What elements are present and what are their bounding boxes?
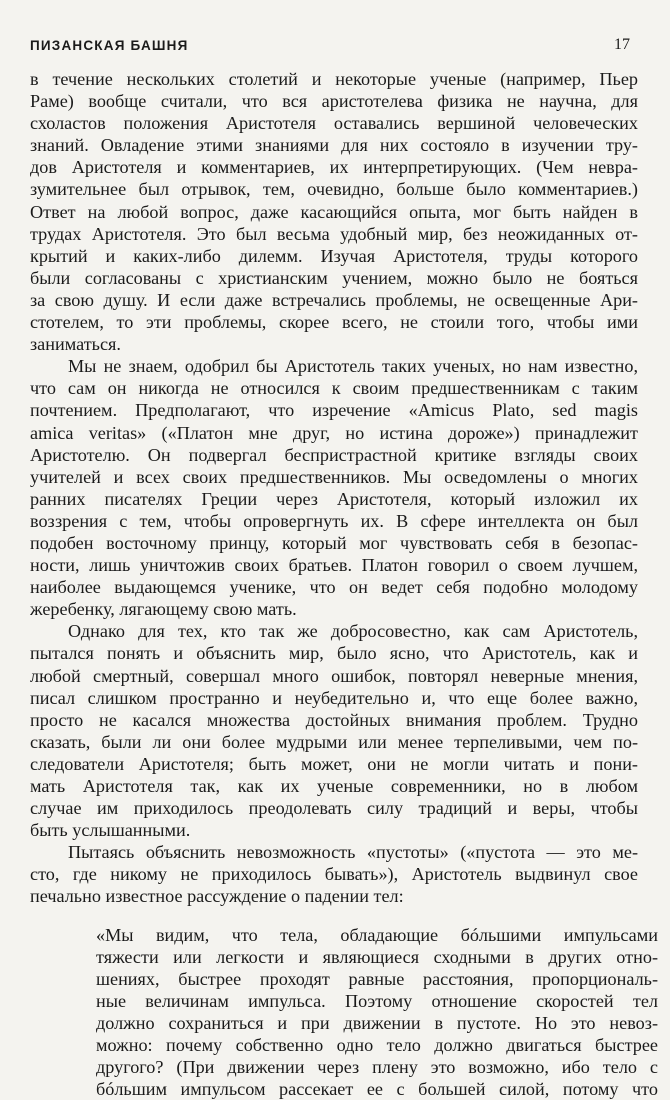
quote-line: должно сохраниться и при движении в пустоте. Но это невоз- (96, 1012, 658, 1033)
quote-line: «Мы видим, что тела, обладающие бóльшими импульсами (96, 924, 658, 945)
text-line: просто не касался множества достойных внимания проблем. Трудно (30, 709, 638, 730)
text-line: дов Аристотеля и комментариев, их интерпретирующих. (Чем невра- (30, 157, 638, 178)
text-line: учителей и всех своих предшественников. Мы осведомлены о многих (30, 466, 638, 487)
text-line: почтением. Предполагают, что изречение «Amicus Plato, sed magis (30, 400, 638, 421)
quote-line: бóльшим импульсом рассекает ее с большей силой, потому что (96, 1079, 658, 1100)
text-line: зумительнее был отрывок, тем, очевидно, больше было комментариев.) (30, 179, 638, 200)
text-line: Аристотелю. Он подвергал беспристрастной критике взгляды своих (30, 444, 638, 465)
quote-line: тяжести или легкости и являющиеся сходными в других отно- (96, 946, 658, 967)
paragraph (30, 68, 638, 355)
paragraph (30, 355, 638, 620)
text-line: следователи Аристотеля; быть может, они не могли читать и пони- (30, 753, 638, 774)
text-line: были согласованы с христианским учением, можно было не бояться (30, 267, 638, 288)
text-line: ранних писателях Греции через Аристотеля, который изложил их (30, 488, 638, 509)
text-line: писал слишком пространно и неубедительно и, что еще более важно, (30, 687, 638, 708)
text-line: жеребенку, лягающему свою мать. (30, 599, 297, 620)
text-line: Пытаясь объяснить невозможность «пустоты» («пустота — это ме- (68, 842, 638, 863)
text-line: мать Аристотеля так, как их ученые современники, но в любом (30, 776, 638, 796)
text-line: сказать, были ли они более мудрыми или менее терпеливыми, чем по- (30, 731, 638, 752)
quote-line: можно: почему собственно одно тело должно двигаться быстрее (96, 1035, 658, 1056)
text-line: воззрения с тем, чтобы опровергнуть их. В сфере интеллекта он был (30, 510, 638, 531)
text-line: в течение нескольких столетий и некоторые ученые (например, Пьер (30, 69, 638, 89)
text-line: заниматься. (30, 334, 121, 355)
body-text (30, 68, 658, 1100)
text-line: наиболее выдающемся ученике, что он ведет себя подобно молодому (30, 577, 638, 598)
quote-line: шениях, быстрее проходят равные расстояния, пропорциональ- (96, 968, 658, 989)
text-line: пытался понять и объяснить мир, было ясно, что Аристотель, как и (30, 643, 638, 664)
running-title: ПИЗАНСКАЯ БАШНЯ (30, 38, 189, 53)
text-line: Раме) вообще считали, что вся аристотелева физика не научна, для (30, 91, 638, 112)
text-line: за свою душу. И если даже встречались проблемы, не освещенные Ари- (30, 289, 638, 310)
text-line: стотелем, то эти проблемы, скорее всего, не стоили того, чтобы ими (30, 312, 638, 333)
text-line: трудах Аристотеля. Это был весьма удобный мир, без неожиданных от- (30, 223, 638, 244)
text-line: что сам он никогда не относился к своим предшественникам с таким (30, 378, 638, 399)
text-line: сто, где никому не приходилось бывать»), Аристотель выдвинул свое (30, 864, 638, 885)
text-line: быть услышанными. (30, 820, 191, 841)
text-line: подобен восточному принцу, который мог чувствовать себя в безопас- (30, 532, 638, 553)
text-line: Мы не знаем, одобрил бы Аристотель таких ученых, но нам известно, (68, 356, 638, 377)
quote-line: другого? (При движении через плену это возможно, ибо тело с (96, 1057, 658, 1078)
paragraph (30, 620, 638, 841)
paragraph (30, 841, 638, 907)
text-line: случае им приходилось преодолевать силу традиций и веры, чтобы (30, 798, 638, 819)
text-line: любой смертный, совершал много ошибок, повторял неверные мнения, (30, 665, 638, 686)
text-line: ности, лишь уничтожив своих братьев. Платон говорил о своем лучшем, (30, 555, 638, 576)
text-line: amica veritas» («Платон мне друг, но истина дороже») принадлежит (30, 422, 638, 443)
quote-line: ные величинам импульса. Поэтому отношение скоростей тел (96, 990, 658, 1011)
text-line: схоластов положения Аристотеля оставались вершиной человеческих (30, 113, 638, 134)
text-line: знаний. Овладение этими знаниями для них состояло в изучении тру- (30, 135, 638, 156)
text-line: Однако для тех, кто так же добросовестно, как сам Аристотель, (68, 621, 638, 642)
text-line: печально известное рассуждение о падении тел: (30, 886, 404, 907)
text-line: Ответ на любой вопрос, даже касающийся опыта, мог быть найден в (30, 201, 638, 222)
text-line: крытий и каких-либо дилемм. Изучая Аристотеля, труды которого (30, 245, 638, 266)
spacer (30, 908, 638, 924)
page-number: 17 (614, 36, 630, 53)
block-quote (30, 924, 658, 1100)
